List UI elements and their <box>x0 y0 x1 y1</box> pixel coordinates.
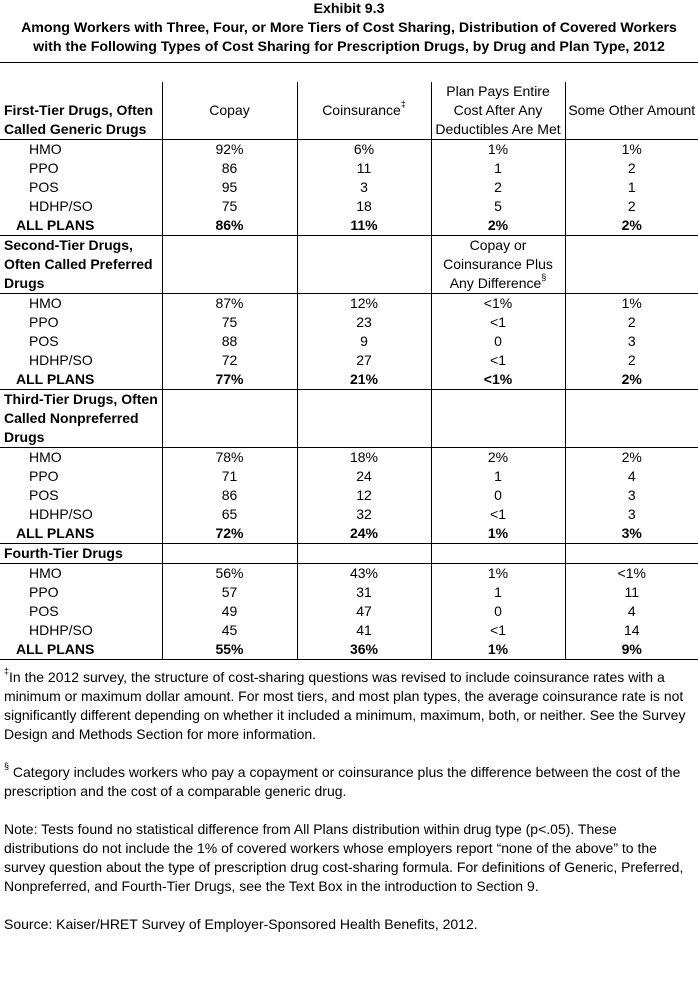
coinsurance-cell: 3 <box>297 178 431 197</box>
header-row-first-tier <box>0 82 698 140</box>
coinsurance-cell: 41 <box>297 621 431 640</box>
plan-pays-cell: 1% <box>431 564 565 584</box>
plan-type-cell: PPO <box>29 584 59 600</box>
copay-cell: 57 <box>162 583 297 602</box>
copay-cell: 56% <box>162 564 297 584</box>
other-amount-cell: 3 <box>565 505 698 524</box>
coinsurance-cell: 32 <box>297 505 431 524</box>
source-text: Source: Kaiser/HRET Survey of Employer-Sponsored Health Benefits, 2012. <box>4 916 478 932</box>
coinsurance-cell: 23 <box>297 313 431 332</box>
footnote-text: Category includes workers who pay a copayment or coinsurance plus the difference between the cost of the prescription and the cost of a comparable generic drug. <box>4 764 681 799</box>
copay-plus-difference-label: Copay or Coinsurance Plus Any Difference <box>443 237 553 291</box>
other-amount-cell: 2 <box>565 197 698 216</box>
other-amount-cell: 1% <box>565 140 698 160</box>
table-row <box>0 313 698 332</box>
coinsurance-cell: 21% <box>297 370 431 390</box>
table-row <box>0 467 698 486</box>
other-amount-cell: 3 <box>565 486 698 505</box>
note-text: Note: Tests found no statistical difference from All Plans distribution within drug type (p<.05). These distributions do not include the 1% of covered workers whose employers report “none of the above” to the survey question about the type of prescription drug cost-sharing formula. For definitions of Generic, Preferred, Nonpreferred, and Fourth-Tier Drugs, see the Text Box in the introduction to Section 9. <box>4 821 684 894</box>
empty-cell <box>162 544 297 564</box>
copay-cell: 86% <box>162 216 297 236</box>
table-body <box>0 82 698 660</box>
plan-type-cell: HDHP/SO <box>29 198 93 214</box>
copay-cell: 88 <box>162 332 297 351</box>
footnote-difference <box>4 763 694 801</box>
other-amount-cell: 2 <box>565 313 698 332</box>
other-amount-cell: 2 <box>565 351 698 370</box>
column-header-copay: Copay <box>162 82 297 140</box>
coinsurance-cell: 9 <box>297 332 431 351</box>
coinsurance-cell: 12% <box>297 294 431 314</box>
plan-type-cell: ALL PLANS <box>16 217 95 233</box>
section-label: Third-Tier Drugs, Often Called Nonpreferred Drugs <box>0 390 162 448</box>
plan-pays-cell: 1 <box>431 467 565 486</box>
copay-cell: 45 <box>162 621 297 640</box>
coinsurance-cell: 47 <box>297 602 431 621</box>
plan-pays-cell: 2% <box>431 448 565 468</box>
copay-cell: 77% <box>162 370 297 390</box>
footnote-coinsurance <box>4 668 694 744</box>
plan-type-cell: ALL PLANS <box>16 525 95 541</box>
column-header-plan-pays: Plan Pays Entire Cost After Any Deductibles Are Met <box>431 82 565 140</box>
other-amount-cell: 2 <box>565 159 698 178</box>
other-amount-cell: 3 <box>565 332 698 351</box>
coinsurance-cell: 18 <box>297 197 431 216</box>
copay-cell: 75 <box>162 313 297 332</box>
plan-pays-cell: 1% <box>431 524 565 544</box>
other-amount-cell: 2% <box>565 448 698 468</box>
copay-cell: 86 <box>162 486 297 505</box>
copay-cell: 95 <box>162 178 297 197</box>
plan-type-cell: PPO <box>29 468 59 484</box>
plan-pays-cell: <1 <box>431 351 565 370</box>
plan-pays-cell: 0 <box>431 332 565 351</box>
all-plans-row <box>0 640 698 660</box>
double-dagger-mark: ‡ <box>400 99 406 109</box>
coinsurance-cell: 11 <box>297 159 431 178</box>
copay-cell: 72 <box>162 351 297 370</box>
all-plans-row <box>0 524 698 544</box>
table-row <box>0 178 698 197</box>
empty-cell <box>431 544 565 564</box>
plan-pays-cell: 2 <box>431 178 565 197</box>
plan-pays-cell: 1 <box>431 583 565 602</box>
table-row <box>0 197 698 216</box>
footnote-text: In the 2012 survey, the structure of cost-sharing questions was revised to include coinsurance rates with a minimum or maximum dollar amount. For most tiers, and most plan types, the average coinsurance rate is not significantly different depending on whether it included a minimum, maximum, both, or neither. See the Survey Design and Methods Section for more information. <box>4 669 686 742</box>
other-amount-cell: 1% <box>565 294 698 314</box>
plan-pays-cell: <1 <box>431 621 565 640</box>
plan-pays-cell: 1% <box>431 640 565 660</box>
empty-cell <box>297 390 431 448</box>
table-row <box>0 351 698 370</box>
other-amount-cell: 4 <box>565 602 698 621</box>
table-row <box>0 140 698 160</box>
footnotes <box>0 668 698 934</box>
plan-type-cell: HMO <box>0 564 162 584</box>
copay-cell: 49 <box>162 602 297 621</box>
table-row <box>0 159 698 178</box>
table-row <box>0 294 698 314</box>
column-header-copay-plus-difference <box>431 236 565 294</box>
plan-type-cell: HDHP/SO <box>29 352 93 368</box>
copay-cell: 92% <box>162 140 297 160</box>
coinsurance-cell: 36% <box>297 640 431 660</box>
table-row <box>0 332 698 351</box>
table-row <box>0 583 698 602</box>
plan-pays-cell: 0 <box>431 602 565 621</box>
other-amount-cell: 3% <box>565 524 698 544</box>
cost-sharing-table <box>0 82 698 660</box>
plan-pays-cell: <1% <box>431 370 565 390</box>
other-amount-cell: 2% <box>565 216 698 236</box>
coinsurance-cell: 12 <box>297 486 431 505</box>
other-amount-cell: 4 <box>565 467 698 486</box>
coinsurance-cell: 18% <box>297 448 431 468</box>
plan-pays-cell: 1% <box>431 140 565 160</box>
other-amount-cell: <1% <box>565 564 698 584</box>
double-dagger-mark: ‡ <box>4 666 10 676</box>
top-rule <box>0 62 698 63</box>
plan-pays-cell: <1% <box>431 294 565 314</box>
coinsurance-label: Coinsurance <box>322 102 401 118</box>
table-row <box>0 486 698 505</box>
plan-type-cell: PPO <box>29 314 59 330</box>
plan-type-cell: HMO <box>0 140 162 160</box>
plan-type-cell: POS <box>29 487 59 503</box>
exhibit-number: Exhibit 9.3 <box>313 1 385 17</box>
empty-cell <box>162 236 297 294</box>
section-label: Fourth-Tier Drugs <box>0 544 162 564</box>
empty-cell <box>431 390 565 448</box>
other-amount-cell: 9% <box>565 640 698 660</box>
coinsurance-cell: 11% <box>297 216 431 236</box>
copay-cell: 75 <box>162 197 297 216</box>
plan-type-cell: ALL PLANS <box>0 640 162 660</box>
copay-cell: 86 <box>162 159 297 178</box>
all-plans-row <box>0 216 698 236</box>
section-mark: § <box>4 761 10 771</box>
copay-cell: 72% <box>162 524 297 544</box>
plan-type-cell: HMO <box>0 294 162 314</box>
plan-type-cell: POS <box>29 179 59 195</box>
exhibit-title-block <box>0 0 698 57</box>
column-header-coinsurance <box>297 82 431 140</box>
exhibit-title: Among Workers with Three, Four, or More Tiers of Cost Sharing, Distribution of Covered Workers with the Following Types of Cost Sharing for Prescription Drugs, by Drug and Plan Type, 2012 <box>21 20 677 55</box>
other-amount-cell: 11 <box>565 583 698 602</box>
other-amount-cell: 2% <box>565 370 698 390</box>
copay-cell: 71 <box>162 467 297 486</box>
table-row <box>0 505 698 524</box>
copay-cell: 55% <box>162 640 297 660</box>
other-amount-cell: 14 <box>565 621 698 640</box>
plan-pays-cell: 0 <box>431 486 565 505</box>
table-row <box>0 564 698 584</box>
plan-type-cell: HMO <box>0 448 162 468</box>
copay-cell: 87% <box>162 294 297 314</box>
table-row <box>0 621 698 640</box>
section-label: First-Tier Drugs, Often Called Generic Drugs <box>4 102 154 137</box>
plan-pays-cell: 2% <box>431 216 565 236</box>
plan-type-cell: HDHP/SO <box>29 506 93 522</box>
plan-type-cell: HDHP/SO <box>29 622 93 638</box>
column-header-other: Some Other Amount <box>565 82 698 140</box>
table-row <box>0 448 698 468</box>
empty-cell <box>297 236 431 294</box>
plan-pays-cell: 5 <box>431 197 565 216</box>
section-label: Second-Tier Drugs, Often Called Preferred Drugs <box>0 236 162 294</box>
empty-cell <box>565 544 698 564</box>
coinsurance-cell: 24 <box>297 467 431 486</box>
empty-cell <box>162 390 297 448</box>
empty-cell <box>565 236 698 294</box>
section-header-row <box>0 544 698 564</box>
section-header-row <box>0 390 698 448</box>
coinsurance-cell: 24% <box>297 524 431 544</box>
plan-pays-cell: <1 <box>431 313 565 332</box>
copay-cell: 65 <box>162 505 297 524</box>
plan-type-cell: POS <box>29 603 59 619</box>
plan-type-cell: POS <box>29 333 59 349</box>
plan-type-cell: PPO <box>29 160 59 176</box>
plan-pays-cell: <1 <box>431 505 565 524</box>
other-amount-cell: 1 <box>565 178 698 197</box>
copay-cell: 78% <box>162 448 297 468</box>
plan-type-cell: ALL PLANS <box>16 371 95 387</box>
all-plans-row <box>0 370 698 390</box>
coinsurance-cell: 6% <box>297 140 431 160</box>
table-row <box>0 602 698 621</box>
coinsurance-cell: 43% <box>297 564 431 584</box>
plan-pays-cell: 1 <box>431 159 565 178</box>
section-mark: § <box>541 272 547 282</box>
empty-cell <box>297 544 431 564</box>
section-header-row <box>0 236 698 294</box>
coinsurance-cell: 31 <box>297 583 431 602</box>
empty-cell <box>565 390 698 448</box>
coinsurance-cell: 27 <box>297 351 431 370</box>
